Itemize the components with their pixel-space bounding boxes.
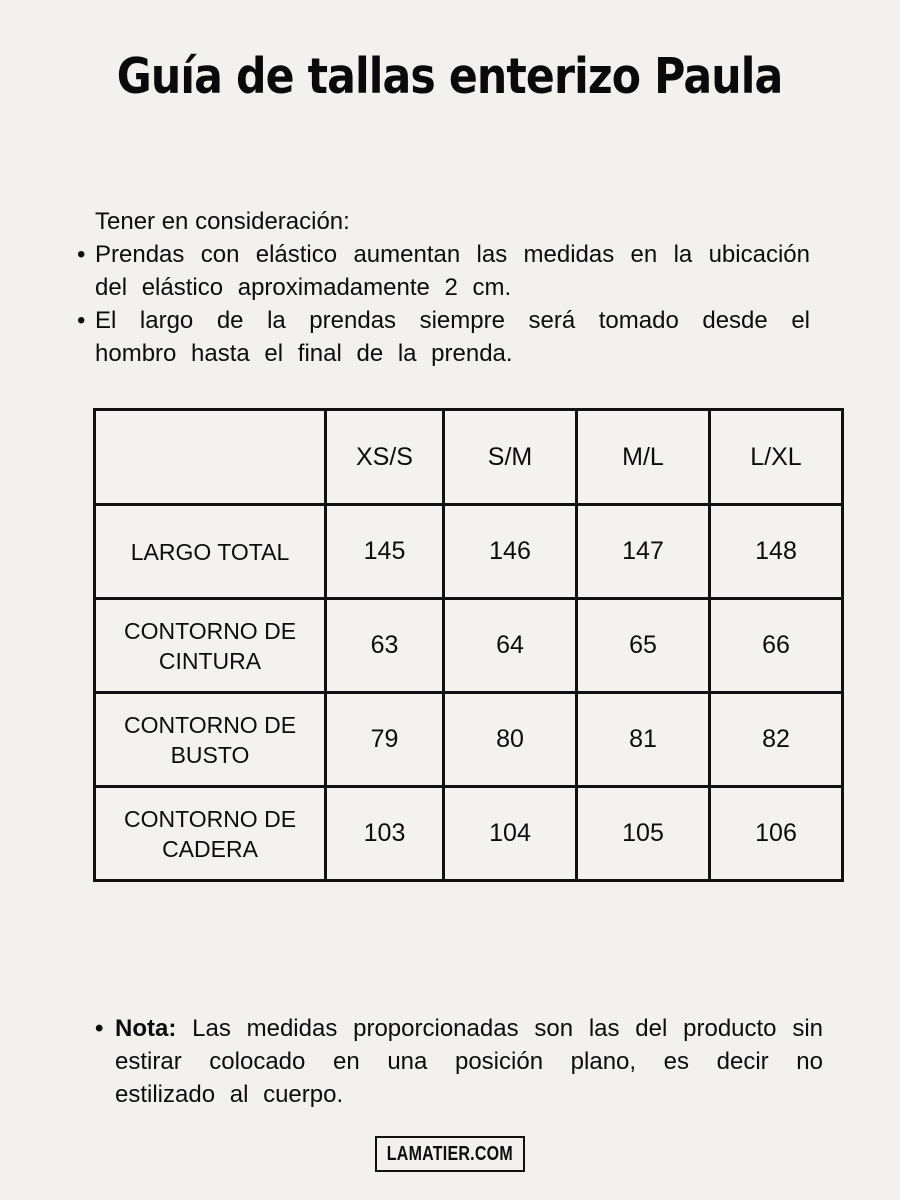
size-table xyxy=(93,408,844,882)
note-text: Las medidas proporcionadas son las del producto sin estirar colocado en una posición plano, es decir no estilizado al cuerpo. xyxy=(115,1015,823,1108)
table-row xyxy=(95,505,843,599)
page-title xyxy=(0,50,900,104)
table-cell: 145 xyxy=(326,505,444,599)
table-cell: 103 xyxy=(326,787,444,881)
table-header-row xyxy=(95,410,843,505)
website-badge xyxy=(375,1136,525,1172)
column-header: L/XL xyxy=(710,410,843,505)
table-cell: 66 xyxy=(710,599,843,693)
table-cell: 64 xyxy=(444,599,577,693)
note xyxy=(115,1012,823,1111)
table-cell: 147 xyxy=(577,505,710,599)
considerations-heading: Tener en consideración: xyxy=(95,208,350,235)
table-row xyxy=(95,787,843,881)
list-item: • El largo de la prendas siempre será tomado desde el hombro hasta el final de la prenda. xyxy=(95,304,810,370)
row-label: CONTORNO DE BUSTO xyxy=(95,693,326,787)
page-title-text: Guía de tallas enterizo Paula xyxy=(117,48,783,105)
table-cell: 104 xyxy=(444,787,577,881)
table-row xyxy=(95,599,843,693)
column-header-empty xyxy=(95,410,326,505)
table-cell: 146 xyxy=(444,505,577,599)
table-cell: 80 xyxy=(444,693,577,787)
website-url: LAMATIER.COM xyxy=(386,1142,514,1165)
row-label: LARGO TOTAL xyxy=(95,505,326,599)
table-cell: 82 xyxy=(710,693,843,787)
note-label: Nota: xyxy=(115,1015,177,1042)
considerations-list xyxy=(95,238,810,370)
table-cell: 79 xyxy=(326,693,444,787)
row-label: CONTORNO DE CINTURA xyxy=(95,599,326,693)
table-cell: 148 xyxy=(710,505,843,599)
table-cell: 105 xyxy=(577,787,710,881)
column-header: XS/S xyxy=(326,410,444,505)
considerations-section xyxy=(95,205,810,370)
table-cell: 65 xyxy=(577,599,710,693)
column-header: M/L xyxy=(577,410,710,505)
table-cell: 106 xyxy=(710,787,843,881)
table-cell: 63 xyxy=(326,599,444,693)
table-cell: 81 xyxy=(577,693,710,787)
row-label: CONTORNO DE CADERA xyxy=(95,787,326,881)
table-row xyxy=(95,693,843,787)
column-header: S/M xyxy=(444,410,577,505)
list-item: • Prendas con elástico aumentan las medidas en la ubicación del elástico aproximadamente 2 cm. xyxy=(95,238,810,304)
